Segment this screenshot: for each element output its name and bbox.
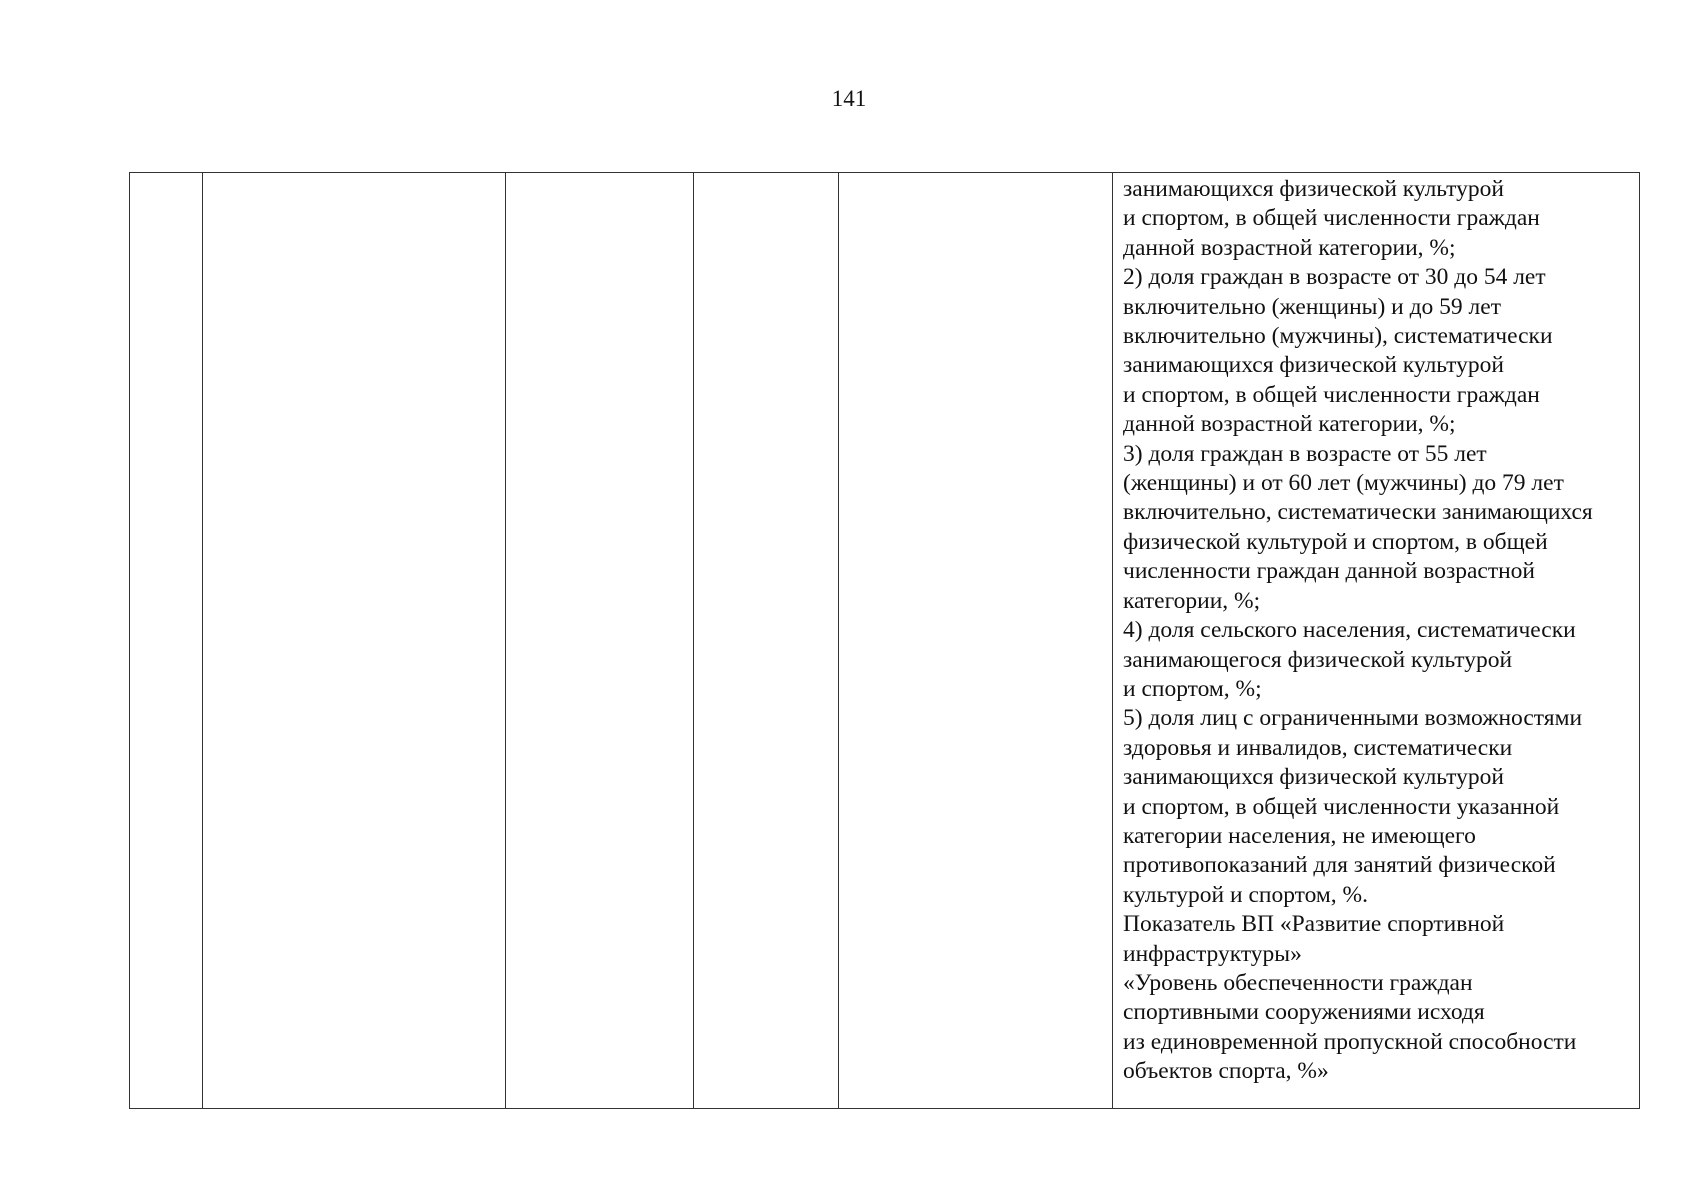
- indicators-text: [1113, 173, 1639, 1087]
- indicator-text-line: 3) доля граждан в возрасте от 55 лет: [1123, 440, 1487, 467]
- indicator-text-line: данной возрастной категории, %;: [1123, 411, 1456, 438]
- indicator-text-line: противопоказаний для занятий физической: [1123, 852, 1556, 879]
- indicator-text-line: спортивными сооружениями исходя: [1123, 999, 1485, 1026]
- indicator-text-line: категории, %;: [1123, 587, 1261, 614]
- page-number: 141: [831, 86, 867, 111]
- indicator-text-line: 5) доля лиц с ограниченными возможностями: [1123, 705, 1583, 732]
- indicator-text-line: включительно, систематически занимающихся: [1123, 499, 1593, 526]
- indicator-text-line: здоровья и инвалидов, систематически: [1123, 734, 1513, 761]
- indicator-text-line: из единовременной пропускной способности: [1123, 1028, 1577, 1055]
- indicator-text-line: «Уровень обеспеченности граждан: [1123, 969, 1473, 996]
- indicator-text-line: и спортом, в общей численности указанной: [1123, 793, 1560, 820]
- indicator-text-line: занимающихся физической культурой: [1123, 352, 1504, 379]
- indicator-text-line: Показатель ВП «Развитие спортивной: [1123, 911, 1505, 938]
- indicator-text-line: включительно (мужчины), систематически: [1123, 323, 1553, 350]
- indicator-text-line: категории населения, не имеющего: [1123, 822, 1476, 849]
- indicator-text-line: численности граждан данной возрастной: [1123, 558, 1536, 585]
- indicator-text-line: и спортом, в общей численности граждан: [1123, 205, 1540, 232]
- table-row: [130, 173, 1640, 1109]
- table-cell-name: [203, 173, 506, 1109]
- table-cell-indicators: [1113, 173, 1640, 1109]
- table-cell-period: [506, 173, 694, 1109]
- table-cell-number: [130, 173, 203, 1109]
- indicator-text-line: инфраструктуры»: [1123, 940, 1302, 967]
- table-cell-responsible: [839, 173, 1113, 1109]
- table-cell-source: [694, 173, 839, 1109]
- indicator-text-line: занимающихся физической культурой: [1123, 764, 1504, 791]
- indicator-text-line: 2) доля граждан в возрасте от 30 до 54 лет: [1123, 264, 1546, 291]
- indicator-text-line: культурой и спортом, %.: [1123, 881, 1368, 908]
- indicator-text-line: физической культурой и спортом, в общей: [1123, 528, 1548, 555]
- indicator-text-line: и спортом, %;: [1123, 675, 1262, 702]
- indicator-text-line: данной возрастной категории, %;: [1123, 234, 1456, 261]
- indicator-text-line: включительно (женщины) и до 59 лет: [1123, 293, 1501, 320]
- indicator-text-line: объектов спорта, %»: [1123, 1058, 1329, 1085]
- indicator-text-line: занимающегося физической культурой: [1123, 646, 1513, 673]
- indicator-text-line: и спортом, в общей численности граждан: [1123, 381, 1540, 408]
- indicator-text-line: (женщины) и от 60 лет (мужчины) до 79 лет: [1123, 470, 1564, 497]
- indicator-text-line: занимающихся физической культурой: [1123, 176, 1504, 202]
- indicators-table: [129, 172, 1640, 1109]
- indicator-text-line: 4) доля сельского населения, систематически: [1123, 617, 1576, 644]
